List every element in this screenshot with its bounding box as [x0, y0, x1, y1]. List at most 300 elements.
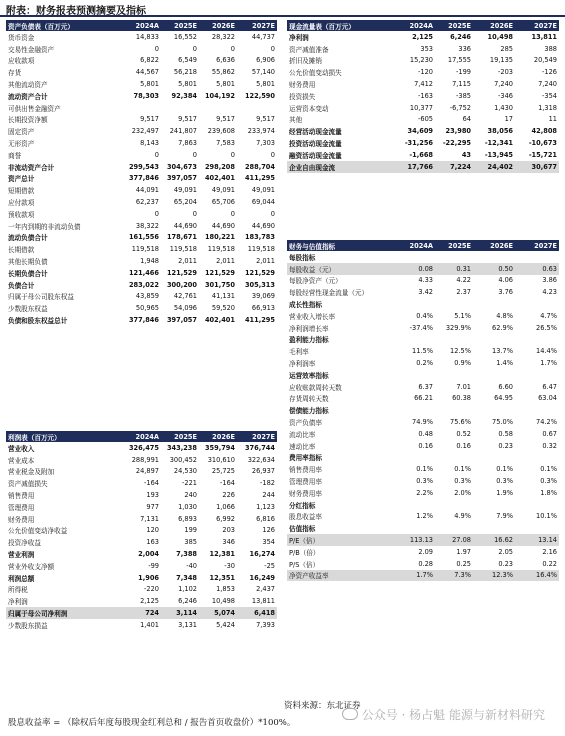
cell-value: 0 [230, 44, 235, 53]
cell-value [397, 298, 435, 310]
cell-value: 4.7% [540, 311, 557, 320]
table-row [6, 31, 277, 43]
cell-value: 0.22 [542, 559, 557, 568]
cell-value: 0.50 [473, 263, 515, 275]
cell-value: 1.7% [540, 359, 557, 368]
table-row [287, 570, 559, 582]
row-label: 净资产收益率 [287, 570, 397, 582]
cell-value: 0.1% [540, 465, 557, 474]
table-row [287, 78, 559, 90]
cell-value: 2,011 [256, 257, 275, 266]
cell-value: 376,744 [244, 443, 275, 452]
cell-value: 65,706 [211, 198, 235, 207]
row-label: 固定资产 [8, 128, 35, 137]
year-header: 2026E [473, 240, 515, 251]
cell-value: 8,143 [140, 139, 159, 148]
cell-value: 12.5% [450, 347, 471, 356]
table-row [287, 286, 559, 298]
table-row [6, 149, 277, 161]
cell-value: 4.8% [496, 311, 513, 320]
cell-value: 977 [146, 502, 159, 511]
cell-value: 359,794 [204, 443, 235, 452]
table-row [287, 161, 559, 173]
cell-value: 1.9% [496, 488, 513, 497]
cell-value [515, 452, 559, 464]
table-row [287, 149, 559, 161]
cell-value: 7,303 [256, 139, 275, 148]
cell-value: 0.3% [496, 477, 513, 486]
cell-value: 0.3% [416, 477, 433, 486]
cell-value: 0.4% [416, 311, 433, 320]
cell-value: 2,004 [138, 550, 159, 559]
table-row [287, 511, 559, 523]
table-row [287, 298, 559, 310]
cell-value: 0.58 [498, 429, 513, 438]
cell-value: -22,295 [442, 139, 471, 148]
row-label: 长期投资净额 [8, 116, 48, 125]
table-row [6, 255, 277, 267]
cell-value [125, 102, 161, 114]
cell-value: 0.25 [456, 559, 471, 568]
cell-value: 411,295 [244, 316, 275, 325]
row-label: 管理费用 [8, 503, 35, 512]
table-row [6, 243, 277, 255]
cell-value: -163 [418, 91, 433, 100]
cell-value: 49,091 [251, 186, 275, 195]
cell-value: 4.23 [542, 288, 557, 297]
cell-value: 2.0% [454, 488, 471, 497]
row-label: 销售费用 [8, 492, 35, 501]
row-label: 所得税 [8, 586, 28, 595]
row-label: 其他流动资产 [8, 81, 48, 90]
cell-value: 0.23 [498, 441, 513, 450]
cell-value: 7.3% [435, 570, 473, 582]
cell-value: 119,518 [207, 245, 235, 254]
cell-value: 2.16 [542, 547, 557, 556]
table-row [287, 275, 559, 287]
cell-value [397, 499, 435, 511]
ratios-table [287, 240, 559, 581]
cell-value: 63.04 [538, 394, 557, 403]
cell-value: 10,377 [409, 103, 433, 112]
cell-value: 3.42 [418, 288, 433, 297]
cell-value: 0.16 [456, 441, 471, 450]
cell-value: 9,517 [216, 115, 235, 124]
cell-value: 119,518 [169, 245, 197, 254]
table-row [287, 416, 559, 428]
row-label: 资产减值损失 [8, 480, 48, 489]
cell-value: 14.4% [536, 347, 557, 356]
table-row [287, 251, 559, 263]
cell-value: 377,846 [128, 174, 159, 183]
cell-value: 44,091 [135, 186, 159, 195]
cell-value: -120 [418, 68, 433, 77]
table-row [287, 381, 559, 393]
cell-value: 5,801 [256, 80, 275, 89]
cell-value: 7.9% [496, 512, 513, 521]
title-divider [0, 15, 565, 17]
cell-value: -346 [498, 91, 513, 100]
cell-value: 16.4% [515, 570, 559, 582]
table-row [6, 43, 277, 55]
row-label: 成长性指标 [289, 301, 322, 310]
cell-value: 44,567 [135, 68, 159, 77]
cell-value: 2,125 [412, 32, 433, 41]
table-row [6, 125, 277, 137]
row-label: 流动负债合计 [8, 234, 48, 243]
cell-value: 353 [420, 44, 433, 53]
cell-value: 343,238 [166, 443, 197, 452]
cell-value: 119,518 [247, 245, 275, 254]
cell-value: 7,583 [216, 139, 235, 148]
cell-value: 6.47 [542, 382, 557, 391]
cell-value: 178,671 [166, 233, 197, 242]
cell-value: 121,529 [166, 268, 197, 277]
row-label: 一年内到期的非流动负债 [8, 222, 81, 231]
cell-value: 288,991 [131, 455, 159, 464]
row-label: 运营资本变动 [289, 104, 329, 113]
cell-value: 233,974 [247, 127, 275, 136]
row-label: 企业自由现金流 [287, 161, 397, 173]
cell-value: 288,704 [244, 162, 275, 171]
cell-value: 6,418 [237, 607, 277, 619]
row-label: 投资损失 [289, 92, 316, 101]
cell-value: 0.31 [435, 263, 473, 275]
cell-value: 17 [504, 115, 513, 124]
cell-value [435, 522, 473, 534]
cell-value [473, 251, 515, 263]
watermark-text: 公众号 · 杨占魁 能源与新材料研究 [361, 708, 545, 722]
cell-value: 44,690 [211, 221, 235, 230]
table-row [6, 560, 277, 572]
year-header: 2024A [397, 20, 435, 31]
table-row [6, 291, 277, 303]
cell-value: 9,517 [140, 115, 159, 124]
cell-value [435, 452, 473, 464]
cell-value: 2,011 [178, 257, 197, 266]
cell-value: 42,761 [173, 292, 197, 301]
cell-value: 385 [184, 538, 197, 547]
cell-value: 20,549 [533, 56, 557, 65]
cell-value: 6.37 [418, 382, 433, 391]
cell-value [435, 404, 473, 416]
table-row [6, 619, 277, 631]
row-label: 其他 [289, 116, 303, 125]
table-row [287, 345, 559, 357]
row-label: 每股净资产（元） [289, 277, 342, 286]
row-label: 管理费用率 [289, 478, 322, 487]
cell-value: 26,937 [251, 467, 275, 476]
cell-value: 0 [192, 209, 197, 218]
year-header: 2025E [161, 20, 199, 31]
row-label: 投资净收益 [8, 539, 41, 548]
row-label: 运营效率指标 [289, 371, 329, 380]
row-label: 财务费用 [8, 515, 35, 524]
cell-value: 346 [222, 538, 235, 547]
cell-value: 7,131 [140, 514, 159, 523]
cell-value: 411,295 [244, 174, 275, 183]
cell-value: 43,859 [135, 292, 159, 301]
table-row [6, 525, 277, 537]
cell-value: 163 [146, 538, 159, 547]
table-row [6, 78, 277, 90]
year-header: 2027E [515, 20, 559, 31]
cell-value [515, 499, 559, 511]
cell-value: 193 [146, 491, 159, 500]
year-header: 2024A [125, 431, 161, 442]
cell-value: 6,822 [140, 56, 159, 65]
cell-value: 92,384 [171, 91, 197, 100]
row-label: 估值指标 [289, 525, 316, 534]
cell-value: 1.8% [540, 488, 557, 497]
dividend-yield-note: 股息收益率 = （除权后年度每股现金红利总和 / 报告首页收盘价）*100%。 [8, 718, 296, 728]
cell-value: 0.1% [496, 465, 513, 474]
row-label: 折旧及摊销 [289, 57, 322, 66]
page-title: 附表：财务报表预测摘要及指标 [6, 6, 146, 17]
row-label: 商誉 [8, 151, 22, 160]
row-label: P/E（倍） [287, 534, 397, 546]
cell-value [435, 251, 473, 263]
cell-value: 0 [230, 150, 235, 159]
table-row [287, 428, 559, 440]
table-row [6, 607, 277, 619]
cell-value [473, 404, 515, 416]
row-label: 长期借款 [8, 246, 35, 255]
cell-value: -164 [220, 479, 235, 488]
cell-value: 120 [146, 526, 159, 535]
row-label: 短期借款 [8, 187, 35, 196]
cell-value: -164 [144, 479, 159, 488]
table-row [287, 310, 559, 322]
row-label: 少数股东权益 [8, 305, 48, 314]
cell-value: 0.48 [418, 429, 433, 438]
row-label: 无形资产 [8, 140, 35, 149]
cell-value: 59,520 [211, 304, 235, 313]
row-label: P/B（倍） [289, 548, 320, 557]
year-header: 2025E [161, 431, 199, 442]
cell-value: 50,965 [135, 304, 159, 313]
cell-value: 4.9% [454, 512, 471, 521]
cell-value: 25,725 [211, 467, 235, 476]
cell-value: 13,811 [251, 597, 275, 606]
table-row [6, 66, 277, 78]
table-row [6, 548, 277, 560]
cell-value: 113.13 [397, 534, 435, 546]
cell-value: 9,517 [178, 115, 197, 124]
cell-value [435, 369, 473, 381]
row-label: 非流动资产合计 [8, 163, 55, 172]
table-row [287, 369, 559, 381]
cell-value [473, 522, 515, 534]
cell-value: -126 [542, 68, 557, 77]
table-title-header: 利润表（百万元） [6, 431, 125, 442]
cell-value: 310,610 [207, 455, 235, 464]
year-header: 2026E [199, 20, 237, 31]
cell-value: 1,102 [178, 585, 197, 594]
cell-value: 62,237 [135, 198, 159, 207]
cell-value: 74.9% [412, 418, 433, 427]
balance-sheet-table [6, 20, 277, 326]
cell-value: 226 [222, 491, 235, 500]
cell-value: -199 [456, 68, 471, 77]
cell-value: 0.28 [418, 559, 433, 568]
row-label: 分红指标 [289, 501, 316, 510]
cell-value: 6,906 [256, 56, 275, 65]
row-label: 存货周转天数 [289, 395, 329, 404]
cell-value: 121,529 [204, 268, 235, 277]
cell-value [435, 298, 473, 310]
cell-value: 66.21 [414, 394, 433, 403]
cell-value: 0.1% [416, 465, 433, 474]
table-row [6, 55, 277, 67]
row-label: 净利润增长率 [289, 324, 329, 333]
table-row [287, 55, 559, 67]
table-row [287, 90, 559, 102]
table-row [6, 267, 277, 279]
cell-value: 43 [461, 150, 471, 159]
cell-value: 1,853 [216, 585, 235, 594]
cell-value: 2,011 [216, 257, 235, 266]
cell-value: 397,057 [166, 174, 197, 183]
cell-value: 38,322 [135, 221, 159, 230]
cell-value: 11 [548, 115, 557, 124]
cell-value [473, 298, 515, 310]
table-row [287, 499, 559, 511]
cell-value: 241,807 [169, 127, 197, 136]
table-row [287, 475, 559, 487]
table-row [287, 66, 559, 78]
cell-value: 1.2% [416, 512, 433, 521]
row-label: 资产总计 [8, 175, 35, 184]
cell-value: 322,634 [247, 455, 275, 464]
cell-value: 336 [458, 44, 471, 53]
cell-value: 11.5% [412, 347, 433, 356]
cell-value: 16,249 [249, 573, 275, 582]
cell-value: 2,125 [140, 597, 159, 606]
table-title-header: 现金流量表（百万元） [287, 20, 397, 31]
year-header: 2027E [237, 431, 277, 442]
cell-value: 60.38 [452, 394, 471, 403]
cell-value: 121,466 [128, 268, 159, 277]
cell-value: 203 [222, 526, 235, 535]
watermark [342, 706, 545, 723]
cell-value: 26.5% [536, 323, 557, 332]
cell-value: 66,913 [251, 304, 275, 313]
cell-value: -12,341 [484, 139, 513, 148]
cell-value: 0.16 [418, 441, 433, 450]
table-title-header: 财务与估值指标 [287, 240, 397, 251]
cell-value: 56,218 [173, 68, 197, 77]
table-row [6, 454, 277, 466]
cell-value: 65,204 [173, 198, 197, 207]
row-label: 负债合计 [8, 281, 35, 290]
cell-value: 6,246 [178, 597, 197, 606]
cell-value: 1,906 [138, 573, 159, 582]
cell-value: 15,230 [409, 56, 433, 65]
cell-value: 1,123 [256, 502, 275, 511]
cell-value: 0 [230, 209, 235, 218]
table-row [6, 90, 277, 102]
cell-value: 2.37 [456, 288, 471, 297]
cell-value: 7,224 [435, 161, 473, 173]
cell-value: 6,636 [216, 56, 235, 65]
cell-value: 2.2% [416, 488, 433, 497]
row-label: 流动比率 [289, 430, 316, 439]
table-row [6, 442, 277, 454]
cell-value: 24,897 [135, 467, 159, 476]
cell-value: 39,069 [251, 292, 275, 301]
row-label: P/S（倍） [289, 560, 320, 569]
table-row [6, 114, 277, 126]
cell-value: 0 [154, 150, 159, 159]
cell-value: 0 [270, 209, 275, 218]
table-row [287, 522, 559, 534]
cell-value: 17,555 [447, 56, 471, 65]
cell-value: 1,066 [216, 502, 235, 511]
cell-value: 74.2% [536, 418, 557, 427]
cell-value: -605 [418, 115, 433, 124]
cell-value: -1,668 [409, 150, 433, 159]
cell-value: 1,948 [140, 257, 159, 266]
table-row [6, 477, 277, 489]
cell-value: 1.7% [397, 570, 435, 582]
row-label: 财务费用 [289, 81, 316, 90]
cell-value [435, 334, 473, 346]
cell-value: 0.1% [454, 465, 471, 474]
cell-value: 16,552 [173, 32, 197, 41]
cell-value: 16.62 [473, 534, 515, 546]
cell-value [473, 334, 515, 346]
cell-value: 122,590 [244, 91, 275, 100]
cell-value: 300,452 [169, 455, 197, 464]
cell-value: 0.08 [397, 263, 435, 275]
cell-value: 41,131 [211, 292, 235, 301]
cell-value: -182 [260, 479, 275, 488]
cell-value [397, 334, 435, 346]
table-row [6, 572, 277, 584]
cell-value: 3,131 [178, 620, 197, 629]
cell-value: 6,992 [216, 514, 235, 523]
cell-value: 4.06 [498, 276, 513, 285]
table-row [6, 302, 277, 314]
row-label: 盈利能力指标 [289, 336, 329, 345]
row-label: 公允价值变动损失 [289, 69, 342, 78]
year-header: 2025E [435, 20, 473, 31]
cell-value: 4.22 [456, 276, 471, 285]
row-label: 股息收益率 [289, 513, 322, 522]
row-label: 每股指标 [289, 253, 316, 262]
cell-value [397, 369, 435, 381]
row-label: 融资活动现金流量 [289, 151, 342, 160]
table-row [287, 263, 559, 275]
cell-value: 7,412 [414, 80, 433, 89]
cell-value: 0 [154, 44, 159, 53]
cell-value: 3.76 [498, 288, 513, 297]
cell-value: 14,833 [135, 32, 159, 41]
row-label: 流动资产合计 [8, 92, 48, 101]
cell-value: 5,424 [216, 620, 235, 629]
cell-value: 55,862 [211, 68, 235, 77]
table-row [287, 334, 559, 346]
row-label: 净利润 [8, 598, 28, 607]
table-row [6, 208, 277, 220]
cell-value [515, 522, 559, 534]
cell-value: -40 [186, 561, 197, 570]
table-row [287, 125, 559, 137]
cell-value: 354 [262, 538, 275, 547]
cell-value: 0.3% [454, 477, 471, 486]
cell-value: 13,811 [531, 32, 557, 41]
